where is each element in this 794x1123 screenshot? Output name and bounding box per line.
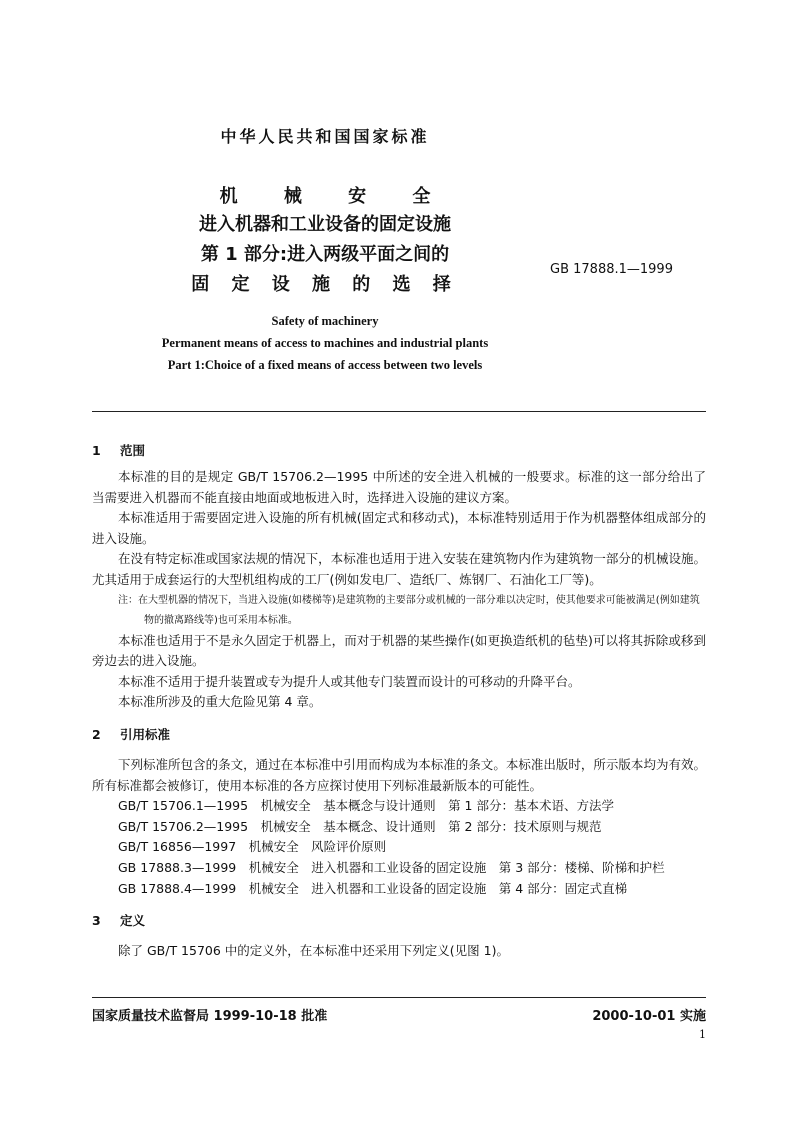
document-body bbox=[92, 441, 706, 962]
reference-item: GB/T 15706.1—1995 机械安全 基本概念与设计通则 第 1 部分：基本术语、方法学 bbox=[118, 798, 614, 814]
paragraph: 本标准适用于需要固定进入设施的所有机械(固定式和移动式)，本标准特别适用于作为机器整体组成部分的进入设施。 bbox=[92, 510, 706, 546]
paragraph: 本标准的目的是规定 GB/T 15706.2—1995 中所述的安全进入机械的一般要求。标准的这一部分给出了当需要进入机器而不能直接由地面或地板进入时，选择进入设施的建议方案。 bbox=[92, 469, 706, 505]
section-heading: 3 定义 bbox=[92, 913, 146, 929]
section-definitions bbox=[92, 911, 706, 962]
paragraph: 本标准不适用于提升装置或专为提升人或其他专门装置而设计的可移动的升降平台。 bbox=[118, 673, 581, 689]
reference-item: GB/T 16856—1997 机械安全 风险评价原则 bbox=[118, 839, 387, 855]
national-standard-heading: 中华人民共和国国家标准 bbox=[220, 127, 430, 146]
paragraph: 下列标准所包含的条文，通过在本标准中引用而构成为本标准的条文。本标准出版时，所示版本均为有效。所有标准都会被修订，使用本标准的各方应探讨使用下列标准最新版本的可能性。 bbox=[92, 756, 706, 793]
reference-item: GB 17888.4—1999 机械安全 进入机器和工业设备的固定设施 第 4 部分：固定式直梯 bbox=[118, 880, 628, 896]
section-heading: 1 范围 bbox=[92, 443, 146, 458]
chinese-title-line-4: 固 定 设 施 的 选 择 bbox=[191, 274, 459, 295]
footer-divider bbox=[92, 997, 706, 998]
chinese-title-line-3: 第 1 部分:进入两级平面之间的 bbox=[200, 244, 450, 265]
paragraph: 本标准所涉及的重大危险见第 4 章。 bbox=[118, 694, 322, 710]
reference-item: GB/T 15706.2—1995 机械安全 基本概念、设计通则 第 2 部分：技术原则与规范 bbox=[118, 818, 602, 834]
english-title-line-1: Safety of machinery bbox=[271, 314, 379, 328]
section-heading: 2 引用标准 bbox=[92, 726, 171, 742]
english-title-line-3: Part 1:Choice of a fixed means of access between two levels bbox=[167, 358, 483, 372]
chinese-title-line-2: 进入机器和工业设备的固定设施 bbox=[199, 214, 451, 235]
section-scope bbox=[92, 441, 706, 713]
page-number: 1 bbox=[699, 1028, 706, 1041]
section-normative-references bbox=[92, 725, 706, 899]
chinese-title-line-1: 机 械 安 全 bbox=[219, 186, 451, 207]
note: 注：在大型机器的情况下，当进入设施(如楼梯等)是建筑物的主要部分或机械的一部分难以决定时，使其他要求可能被满足(例如建筑物的撤离路线等)也可采用本标准。 bbox=[118, 594, 700, 626]
header-divider bbox=[92, 411, 706, 412]
standard-code: GB 17888.1—1999 bbox=[550, 262, 673, 277]
reference-item: GB 17888.3—1999 机械安全 进入机器和工业设备的固定设施 第 3 部分：楼梯、阶梯和护栏 bbox=[118, 859, 665, 875]
paragraph: 本标准也适用于不是永久固定于机器上，而对于机器的某些操作(如更换造纸机的毡垫)可以将其拆除或移到旁边去的进入设施。 bbox=[92, 632, 706, 669]
english-title-line-2: Permanent means of access to machines and industrial plants bbox=[161, 336, 489, 350]
paragraph: 除了 GB/T 15706 中的定义外，在本标准中还采用下列定义(见图 1)。 bbox=[118, 943, 509, 959]
paragraph: 在没有特定标准或国家法规的情况下，本标准也适用于进入安装在建筑物内作为建筑物一部分的机械设施。尤其适用于成套运行的大型机组构成的工厂(例如发电厂、造纸厂、炼钢厂、石油化工厂等)。 bbox=[92, 551, 706, 587]
implementation-date: 2000-10-01 实施 bbox=[592, 1009, 706, 1024]
approval-line: 国家质量技术监督局 1999-10-18 批准 bbox=[92, 1009, 328, 1024]
